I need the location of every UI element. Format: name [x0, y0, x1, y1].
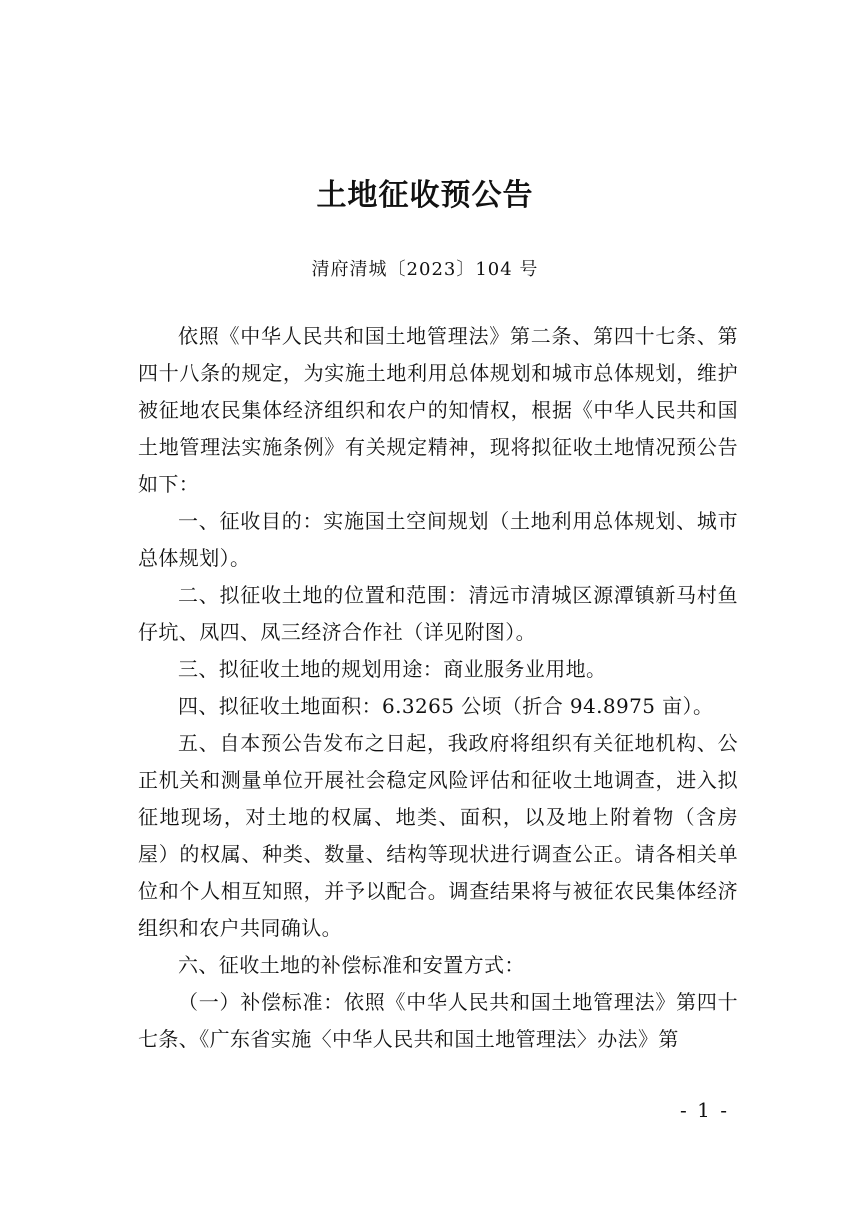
document-body — [138, 318, 738, 1058]
paragraph-location: 二、拟征收土地的位置和范围：清远市清城区源潭镇新马村鱼仔坑、凤四、凤三经济合作社（详见附图）。 — [138, 583, 738, 644]
paragraph-compensation-standard: （一）补偿标准：依照《中华人民共和国土地管理法》第四十七条、《广东省实施〈中华人民共和国土地管理法〉办法》第 — [138, 990, 738, 1051]
document-title: 土地征收预公告 — [316, 178, 534, 213]
paragraph-compensation-heading: 六、征收土地的补偿标准和安置方式： — [178, 953, 525, 977]
paragraph-purpose: 一、征收目的：实施国土空间规划（土地利用总体规划、城市总体规划）。 — [138, 509, 738, 570]
paragraph-intro: 依照《中华人民共和国土地管理法》第二条、第四十七条、第四十八条的规定，为实施土地利用总体规划和城市总体规划，维护被征地农民集体经济组织和农户的知情权，根据《中华人民共和国土地管理法实施条例》有关规定精神，现将拟征收土地情况预公告如下： — [138, 324, 738, 496]
document-number: 清府清城〔2023〕104 号 — [311, 259, 539, 280]
paragraph-planned-use: 三、拟征收土地的规划用途：商业服务业用地。 — [178, 657, 607, 681]
paragraph-area: 四、拟征收土地面积：6.3265 公顷（折合 94.8975 亩）。 — [178, 694, 714, 718]
page-number: - 1 - — [680, 1098, 729, 1122]
paragraph-survey: 五、自本预公告发布之日起，我政府将组织有关征地机构、公正机关和测量单位开展社会稳定风险评估和征收土地调查，进入拟征地现场，对土地的权属、地类、面积，以及地上附着物（含房屋）的权属、种类、数量、结构等现状进行调查公正。请各相关单位和个人相互知照，并予以配合。调查结果将与被征农民集体经济组织和农户共同确认。 — [138, 731, 738, 940]
